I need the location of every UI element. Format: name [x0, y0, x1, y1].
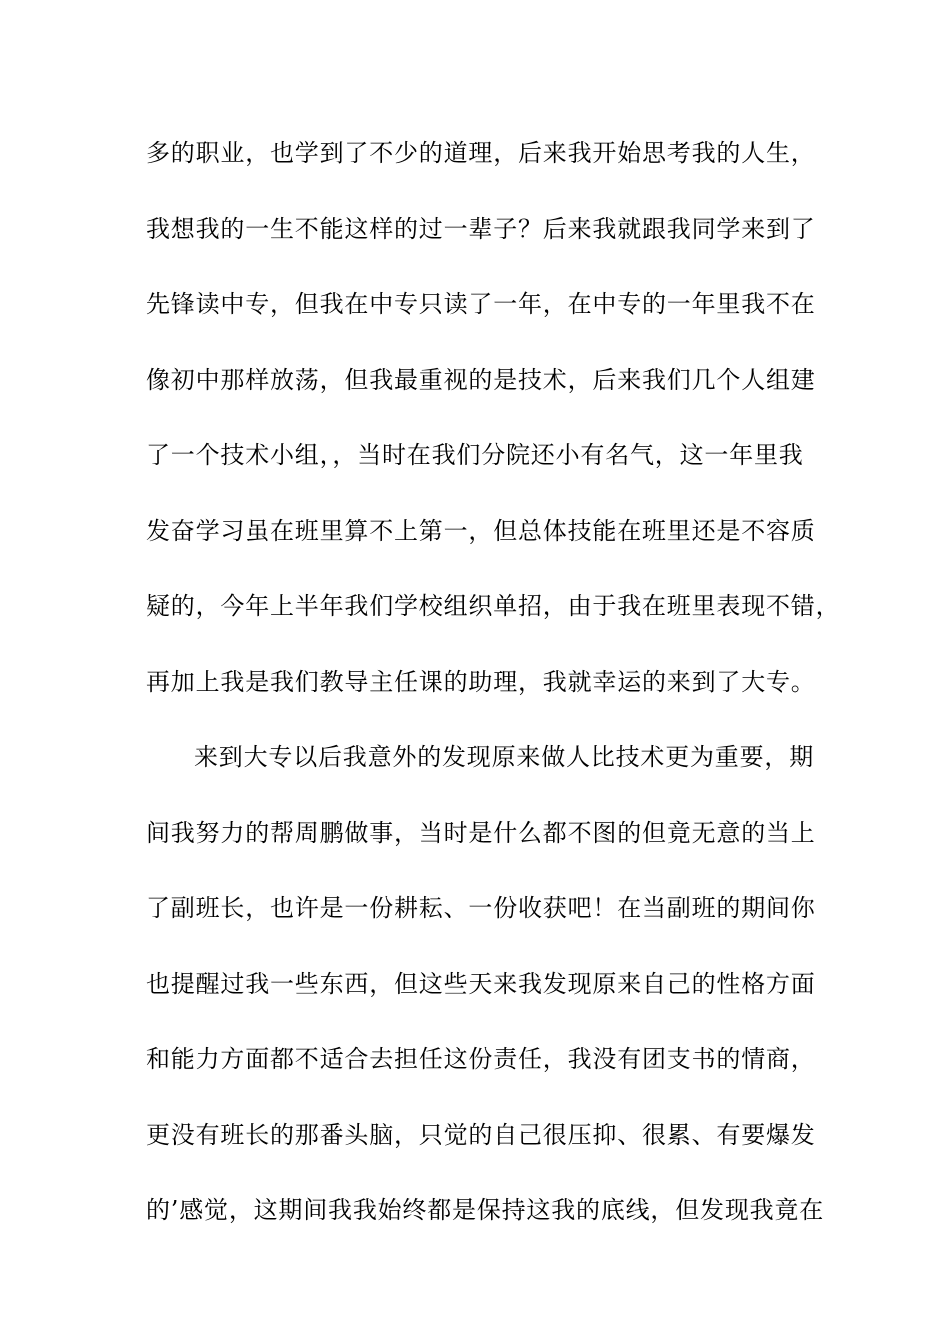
text-line: 我想我的一生不能这样的过一辈子？后来我就跟我同学来到了	[146, 214, 816, 243]
text-line: 更没有班长的那番头脑，只觉的自己很压抑、很累、有要爆发	[146, 1120, 816, 1149]
text-line: 和能力方面都不适合去担任这份责任，我没有团支书的情商，	[146, 1045, 816, 1073]
text-line: 的’感觉，这期间我我始终都是保持这我的底线，但发现我竟在	[146, 1196, 825, 1224]
text-line: 了一个技术小组，，当时在我们分院还小有名气，这一年里我	[146, 441, 804, 469]
text-line-indented: 来到大专以后我意外的发现原来做人比技术更为重要，期	[194, 743, 814, 771]
text-line: 了副班长，也许是一份耕耘、一份收获吧！在当副班的期间你	[146, 894, 816, 922]
text-line: 再加上我是我们教导主任课的助理，我就幸运的来到了大专。	[146, 667, 816, 696]
body-text	[146, 129, 841, 1262]
text-line: 疑的，今年上半年我们学校组织单招，由于我在班里表现不错，	[146, 592, 841, 620]
text-line: 先锋读中专，但我在中专只读了一年，在中专的一年里我不在	[146, 290, 816, 318]
text-line: 多的职业，也学到了不少的道理，后来我开始思考我的人生，	[146, 139, 816, 167]
paragraph-2	[146, 733, 826, 1262]
text-line: 间我努力的帮周鹏做事，当时是什么都不图的但竟无意的当上	[146, 818, 816, 847]
text-line: 也提醒过我一些东西，但这些天来我发现原来自己的性格方面	[146, 969, 816, 998]
text-line: 像初中那样放荡，但我最重视的是技术，后来我们几个人组建	[146, 365, 816, 394]
text-line: 发奋学习虽在班里算不上第一，但总体技能在班里还是不容质	[146, 516, 816, 545]
paragraph-1	[146, 129, 841, 733]
